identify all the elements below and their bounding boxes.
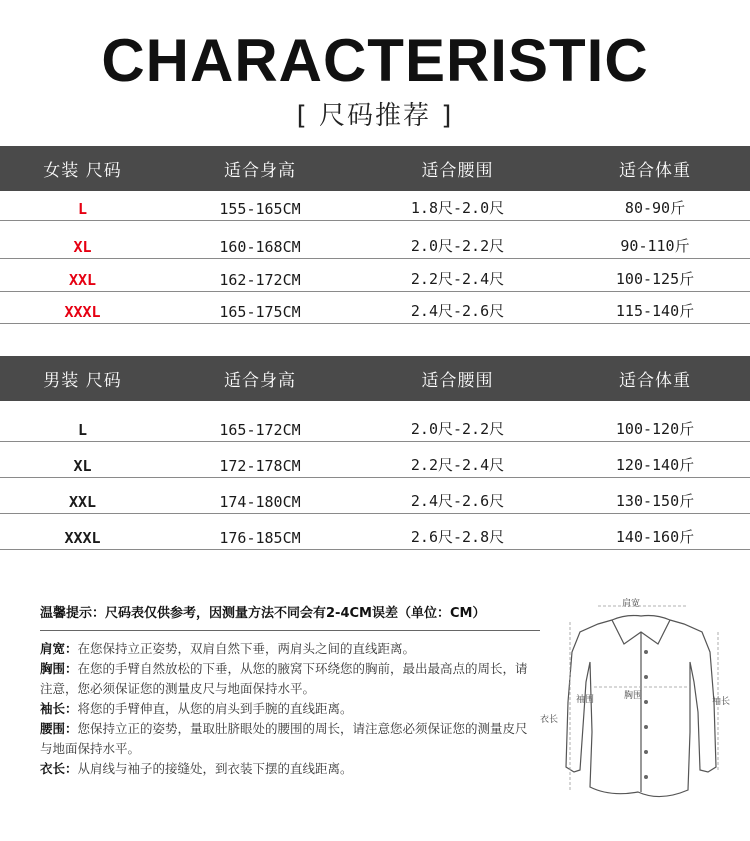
weight-cell: 90-110斤 <box>620 237 690 255</box>
note-term: 腰围： <box>40 721 78 736</box>
shoulder-label: 肩宽 <box>622 599 641 609</box>
waist-cell: 2.2尺-2.4尺 <box>410 270 505 288</box>
waist-cell: 2.4尺-2.6尺 <box>410 302 505 320</box>
note-item <box>40 699 540 719</box>
waist-cell: 2.6尺-2.8尺 <box>410 528 505 546</box>
weight-cell: 115-140斤 <box>615 302 695 320</box>
weight-cell: 130-150斤 <box>615 492 695 510</box>
height-cell: 174-180CM <box>219 493 301 511</box>
height-cell: 162-172CM <box>219 271 301 289</box>
length-label: 衣长 <box>540 715 559 725</box>
women-size-table <box>0 146 750 324</box>
height-cell: 165-172CM <box>219 421 301 439</box>
size-cell: XXXL <box>64 303 101 321</box>
note-term: 袖长： <box>40 701 78 716</box>
note-text: 您保持立正的姿势，量取肚脐眼处的腰围的周长，请注意您必须保证您的测量皮尺与地面保持水平。 <box>40 721 528 756</box>
sleeve-length-label: 袖长 <box>712 697 731 707</box>
size-cell: XXXL <box>64 529 101 547</box>
waist-cell: 2.0尺-2.2尺 <box>410 420 505 438</box>
chest-label: 胸围 <box>624 691 643 701</box>
size-cell: XL <box>73 457 92 475</box>
men-table-header <box>0 356 750 401</box>
table-row <box>0 401 750 442</box>
size-cell: XL <box>73 238 92 256</box>
note-term: 胸围： <box>40 661 78 676</box>
note-text: 在您的手臂自然放松的下垂，从您的腋窝下环绕您的胸前，最出最高点的周长，请注意，您必须保证您的测量皮尺与地面保持水平。 <box>40 661 528 696</box>
note-term: 衣长： <box>40 761 78 776</box>
note-item <box>40 639 540 659</box>
waist-cell: 2.4尺-2.6尺 <box>410 492 505 510</box>
height-cell: 155-165CM <box>219 200 301 218</box>
weight-cell: 100-120斤 <box>615 420 695 438</box>
size-cell: L <box>77 200 88 218</box>
note-text: 从肩线与袖子的接缝处，到衣装下摆的直线距离。 <box>77 761 353 776</box>
height-cell: 176-185CM <box>219 529 301 547</box>
height-cell: 172-178CM <box>219 457 301 475</box>
note-text: 将您的手臂伸直，从您的肩头到手腕的直线距离。 <box>77 701 353 716</box>
note-item <box>40 719 540 759</box>
header-height: 适合身高 <box>224 371 296 391</box>
header-weight: 适合体重 <box>619 161 691 181</box>
note-item <box>40 659 540 699</box>
sleeve-circumference-label: 袖围 <box>576 695 595 705</box>
table-row <box>0 292 750 324</box>
weight-cell: 80-90斤 <box>624 199 686 217</box>
weight-cell: 100-125斤 <box>615 270 695 288</box>
note-term: 肩宽： <box>40 641 78 656</box>
waist-cell: 2.0尺-2.2尺 <box>410 237 505 255</box>
table-row <box>0 514 750 550</box>
header-waist: 适合腰围 <box>421 371 494 391</box>
measurement-notes <box>40 604 540 779</box>
weight-cell: 120-140斤 <box>615 456 695 474</box>
header-size: 男装 尺码 <box>43 371 122 391</box>
size-cell: L <box>77 421 88 439</box>
note-text: 在您保持立正姿势，双肩自然下垂，两肩头之间的直线距离。 <box>77 641 416 656</box>
note-item <box>40 759 540 779</box>
page-subtitle: [ 尺码推荐 ] <box>296 101 454 131</box>
divider <box>40 630 540 631</box>
warning-text: 温馨提示：尺码表仅供参考，因测量方法不同会有2-4CM误差（单位：CM） <box>40 606 486 621</box>
height-cell: 160-168CM <box>219 238 301 256</box>
table-row <box>0 191 750 221</box>
header-size: 女装 尺码 <box>43 161 122 181</box>
table-row <box>0 442 750 478</box>
table-row <box>0 221 750 259</box>
table-row <box>0 478 750 514</box>
height-cell: 165-175CM <box>219 303 301 321</box>
shirt-measurement-diagram <box>540 592 745 807</box>
women-table-header <box>0 146 750 191</box>
waist-cell: 1.8尺-2.0尺 <box>410 199 505 217</box>
page-title: CHARACTERISTIC <box>101 27 649 94</box>
men-size-table <box>0 356 750 550</box>
weight-cell: 140-160斤 <box>615 528 695 546</box>
header-height: 适合身高 <box>224 161 296 181</box>
waist-cell: 2.2尺-2.4尺 <box>410 456 505 474</box>
size-cell: XXL <box>68 271 97 289</box>
table-row <box>0 259 750 292</box>
size-cell: XXL <box>68 493 97 511</box>
header-weight: 适合体重 <box>619 371 691 391</box>
header-waist: 适合腰围 <box>421 161 494 181</box>
